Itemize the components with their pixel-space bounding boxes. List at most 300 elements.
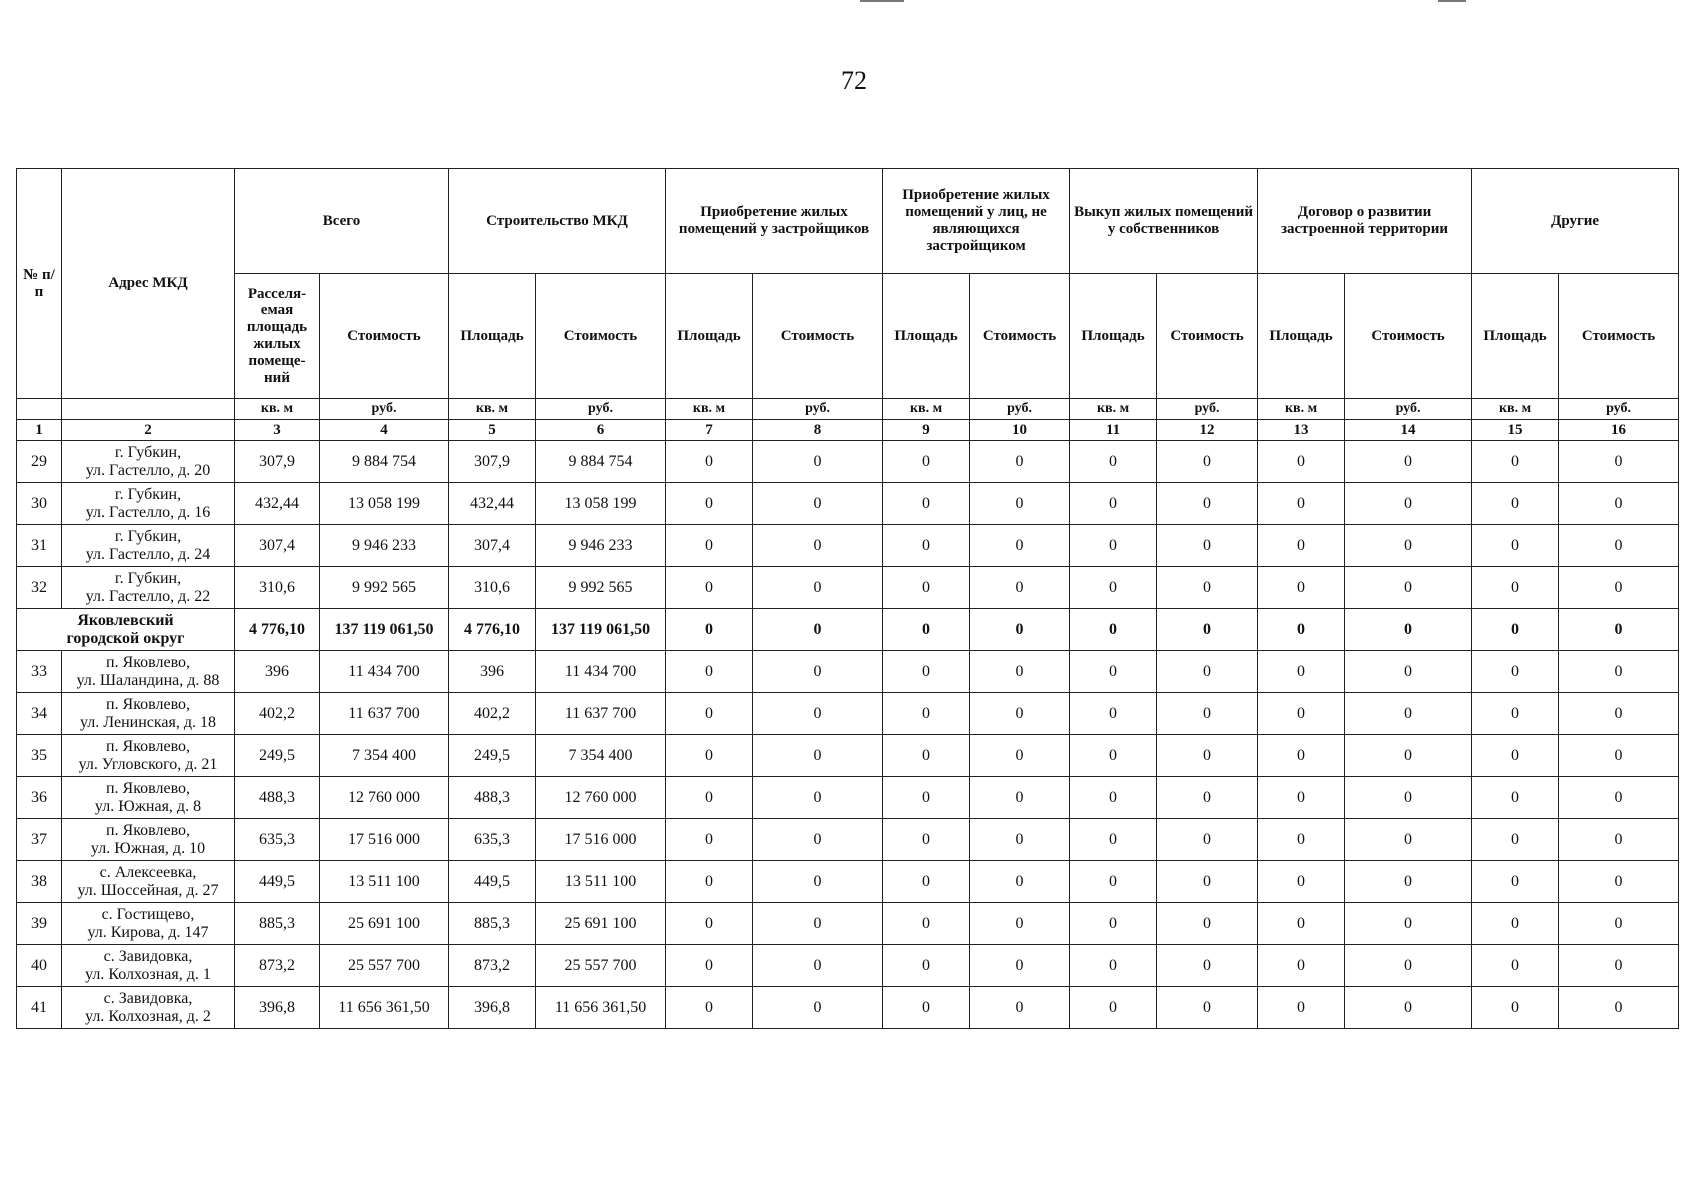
address-line2: ул. Гастелло, д. 24 [85,545,211,563]
value-cell: 13 058 199 [320,483,449,525]
scan-artifact [860,0,904,2]
value-cell: 0 [1258,525,1345,567]
value-cell: 0 [753,693,883,735]
address-line2: ул. Гастелло, д. 20 [85,461,211,479]
value-cell: 0 [1258,945,1345,987]
value-cell: 873,2 [449,945,536,987]
value-cell: 9 992 565 [536,567,666,609]
unit-area: кв. м [1258,399,1345,420]
value-cell: 17 516 000 [536,819,666,861]
address-cell [62,441,235,483]
value-cell: 0 [1472,441,1559,483]
value-cell: 0 [1345,819,1472,861]
table-row [17,567,1679,609]
table-row [17,987,1679,1029]
value-cell: 11 434 700 [320,651,449,693]
row-number: 30 [17,483,62,525]
value-cell: 7 354 400 [320,735,449,777]
value-cell: 0 [753,945,883,987]
value-cell: 0 [1157,483,1258,525]
value-cell: 307,4 [235,525,320,567]
value-cell: 0 [1472,945,1559,987]
row-number: 36 [17,777,62,819]
value-cell: 0 [883,651,970,693]
scan-artifact [1438,0,1466,2]
address-line2: ул. Южная, д. 8 [94,797,202,815]
value-cell: 0 [1258,777,1345,819]
value-cell: 0 [1258,819,1345,861]
subtotal-row [17,609,1679,651]
value-cell: 9 884 754 [320,441,449,483]
table-header [17,169,1679,441]
row-number: 35 [17,735,62,777]
address-cell [62,903,235,945]
value-cell: 873,2 [235,945,320,987]
table-row [17,945,1679,987]
row-number: 39 [17,903,62,945]
value-cell: 432,44 [449,483,536,525]
value-cell: 310,6 [235,567,320,609]
value-cell: 0 [666,483,753,525]
unit-cost: руб. [1559,399,1679,420]
header-purchase-non-developers: Приобретение жилых помещений у лиц, не являющихся застройщиком [883,169,1070,274]
value-cell: 0 [1070,987,1157,1029]
address-line2: ул. Южная, д. 10 [90,839,206,857]
value-cell: 4 776,10 [235,609,320,651]
row-number: 37 [17,819,62,861]
unit-cost: руб. [753,399,883,420]
value-cell: 0 [970,483,1070,525]
value-cell: 0 [1157,861,1258,903]
address-line1: п. Яковлево, [105,737,191,755]
value-cell: 0 [1472,693,1559,735]
value-cell: 310,6 [449,567,536,609]
unit-row [17,399,1679,420]
header-other: Другие [1472,169,1679,274]
value-cell: 402,2 [449,693,536,735]
value-cell: 635,3 [449,819,536,861]
address-line2: ул. Угловского, д. 21 [78,755,218,773]
column-number: 13 [1258,420,1345,441]
value-cell: 0 [1472,735,1559,777]
value-cell: 0 [666,609,753,651]
value-cell: 0 [753,609,883,651]
unit-area: кв. м [883,399,970,420]
table-row [17,903,1679,945]
value-cell: 13 511 100 [320,861,449,903]
column-number: 4 [320,420,449,441]
value-cell: 449,5 [235,861,320,903]
value-cell: 0 [1070,777,1157,819]
subheader-area: Площадь [1070,274,1157,399]
value-cell: 4 776,10 [449,609,536,651]
address-cell [62,945,235,987]
address-line2: ул. Шаландина, д. 88 [76,671,220,689]
row-number: 38 [17,861,62,903]
column-number: 1 [17,420,62,441]
address-line2: ул. Колхозная, д. 1 [85,965,211,983]
value-cell: 0 [1345,777,1472,819]
value-cell: 0 [1472,651,1559,693]
address-line1: с. Завидовка, [103,947,193,965]
header-num: № п/п [17,169,62,399]
value-cell: 9 946 233 [536,525,666,567]
value-cell: 11 434 700 [536,651,666,693]
value-cell: 0 [666,693,753,735]
value-cell: 0 [1472,567,1559,609]
row-number: 31 [17,525,62,567]
table-row [17,651,1679,693]
value-cell: 0 [1345,567,1472,609]
header-construction: Строительство МКД [449,169,666,274]
value-cell: 0 [970,861,1070,903]
value-cell: 0 [1345,525,1472,567]
column-number: 14 [1345,420,1472,441]
value-cell: 0 [1157,945,1258,987]
value-cell: 0 [1258,441,1345,483]
value-cell: 137 119 061,50 [536,609,666,651]
value-cell: 25 691 100 [536,903,666,945]
value-cell: 0 [1559,735,1679,777]
table-row [17,777,1679,819]
value-cell: 0 [1472,483,1559,525]
address-cell [62,693,235,735]
table-body [17,441,1679,1029]
value-cell: 0 [1559,693,1679,735]
table-row [17,483,1679,525]
table-row [17,861,1679,903]
value-cell: 0 [753,819,883,861]
value-cell: 396,8 [449,987,536,1029]
value-cell: 0 [1070,483,1157,525]
value-cell: 137 119 061,50 [320,609,449,651]
address-line2: ул. Кирова, д. 147 [87,923,209,941]
value-cell: 0 [883,777,970,819]
region-name [17,609,235,651]
header-address: Адрес МКД [62,169,235,399]
value-cell: 0 [1559,525,1679,567]
value-cell: 0 [1345,651,1472,693]
unit-area: кв. м [449,399,536,420]
address-line1: п. Яковлево, [105,695,191,713]
value-cell: 0 [1157,987,1258,1029]
value-cell: 0 [970,525,1070,567]
value-cell: 0 [1258,651,1345,693]
value-cell: 0 [1258,483,1345,525]
value-cell: 0 [970,987,1070,1029]
address-cell [62,483,235,525]
value-cell: 11 656 361,50 [320,987,449,1029]
value-cell: 0 [1345,483,1472,525]
column-number-row [17,420,1679,441]
column-number: 11 [1070,420,1157,441]
value-cell: 0 [883,987,970,1029]
subheader-area: Площадь [1258,274,1345,399]
value-cell: 0 [753,483,883,525]
value-cell: 0 [753,903,883,945]
unit-area: кв. м [1070,399,1157,420]
address-line1: г. Губкин, [114,569,182,587]
address-cell [62,651,235,693]
subheader-area: Площадь [1472,274,1559,399]
value-cell: 12 760 000 [536,777,666,819]
address-line1: г. Губкин, [114,485,182,503]
value-cell: 0 [1559,441,1679,483]
value-cell: 885,3 [235,903,320,945]
value-cell: 0 [970,903,1070,945]
header-purchase-developers: Приобретение жилых помещений у застройщиков [666,169,883,274]
value-cell: 0 [1258,609,1345,651]
value-cell: 0 [883,609,970,651]
value-cell: 0 [666,441,753,483]
value-cell: 0 [1559,651,1679,693]
value-cell: 0 [1070,735,1157,777]
row-number: 32 [17,567,62,609]
column-number: 6 [536,420,666,441]
unit-cost: руб. [320,399,449,420]
value-cell: 885,3 [449,903,536,945]
value-cell: 0 [1070,945,1157,987]
address-line1: г. Губкин, [114,443,182,461]
value-cell: 25 691 100 [320,903,449,945]
value-cell: 0 [753,441,883,483]
value-cell: 0 [1345,945,1472,987]
address-line1: г. Губкин, [114,527,182,545]
value-cell: 635,3 [235,819,320,861]
value-cell: 0 [1559,819,1679,861]
address-line1: с. Алексеевка, [99,863,197,881]
value-cell: 0 [666,819,753,861]
value-cell: 0 [1559,609,1679,651]
value-cell: 0 [1345,903,1472,945]
value-cell: 7 354 400 [536,735,666,777]
address-cell [62,567,235,609]
value-cell: 0 [883,861,970,903]
unit-area: кв. м [235,399,320,420]
address-line2: ул. Ленинская, д. 18 [79,713,217,731]
value-cell: 0 [1472,525,1559,567]
column-number: 3 [235,420,320,441]
value-cell: 432,44 [235,483,320,525]
value-cell: 0 [753,525,883,567]
value-cell: 402,2 [235,693,320,735]
value-cell: 0 [753,861,883,903]
value-cell: 488,3 [235,777,320,819]
value-cell: 0 [1258,567,1345,609]
subheader-cost: Стоимость [753,274,883,399]
value-cell: 0 [883,525,970,567]
value-cell: 0 [1472,987,1559,1029]
row-number: 40 [17,945,62,987]
column-number: 2 [62,420,235,441]
subheader-area: Площадь [449,274,536,399]
value-cell: 0 [1472,903,1559,945]
value-cell: 11 637 700 [536,693,666,735]
value-cell: 249,5 [235,735,320,777]
address-line1: п. Яковлево, [105,821,191,839]
value-cell: 0 [1258,987,1345,1029]
value-cell: 0 [1472,819,1559,861]
address-line1: п. Яковлево, [105,653,191,671]
value-cell: 0 [1345,735,1472,777]
address-cell [62,525,235,567]
value-cell: 0 [666,987,753,1029]
value-cell: 0 [970,945,1070,987]
value-cell: 0 [883,735,970,777]
value-cell: 0 [666,903,753,945]
column-number: 7 [666,420,753,441]
column-number: 12 [1157,420,1258,441]
address-cell [62,777,235,819]
value-cell: 0 [753,987,883,1029]
column-number: 9 [883,420,970,441]
value-cell: 0 [1258,903,1345,945]
value-cell: 0 [753,735,883,777]
value-cell: 0 [666,567,753,609]
address-line1: с. Завидовка, [103,989,193,1007]
value-cell: 0 [753,567,883,609]
address-cell [62,735,235,777]
header-buyout: Выкуп жилых помещений у собственников [1070,169,1258,274]
address-cell [62,861,235,903]
subheader-cost: Стоимость [970,274,1070,399]
value-cell: 0 [1070,609,1157,651]
value-cell: 0 [970,777,1070,819]
value-cell: 0 [1472,777,1559,819]
value-cell: 0 [1472,861,1559,903]
value-cell: 0 [1559,861,1679,903]
value-cell: 0 [970,693,1070,735]
value-cell: 0 [1157,819,1258,861]
value-cell: 0 [1345,609,1472,651]
column-number: 8 [753,420,883,441]
row-number: 33 [17,651,62,693]
value-cell: 0 [753,651,883,693]
unit-cost: руб. [1345,399,1472,420]
value-cell: 0 [883,441,970,483]
subheader-cost: Стоимость [320,274,449,399]
value-cell: 0 [1559,903,1679,945]
value-cell: 25 557 700 [320,945,449,987]
address-line1: с. Гостищево, [101,905,195,923]
value-cell: 0 [970,735,1070,777]
value-cell: 0 [1157,441,1258,483]
subheader-cost: Стоимость [536,274,666,399]
value-cell: 0 [883,693,970,735]
value-cell: 0 [1472,609,1559,651]
value-cell: 307,9 [449,441,536,483]
value-cell: 0 [1345,441,1472,483]
column-number: 15 [1472,420,1559,441]
value-cell: 0 [1559,777,1679,819]
value-cell: 0 [970,651,1070,693]
table-row [17,441,1679,483]
unit-cost: руб. [1157,399,1258,420]
row-number: 29 [17,441,62,483]
unit-empty [17,399,62,420]
table-row [17,735,1679,777]
address-cell [62,987,235,1029]
value-cell: 25 557 700 [536,945,666,987]
value-cell: 0 [1157,525,1258,567]
value-cell: 0 [1157,735,1258,777]
value-cell: 0 [970,609,1070,651]
value-cell: 0 [1258,735,1345,777]
value-cell: 0 [1157,903,1258,945]
value-cell: 488,3 [449,777,536,819]
value-cell: 0 [666,861,753,903]
value-cell: 9 946 233 [320,525,449,567]
value-cell: 0 [1559,483,1679,525]
value-cell: 0 [1070,651,1157,693]
value-cell: 0 [666,525,753,567]
value-cell: 0 [1070,861,1157,903]
address-line2: ул. Гастелло, д. 16 [85,503,211,521]
value-cell: 0 [883,819,970,861]
value-cell: 0 [883,483,970,525]
unit-empty [62,399,235,420]
address-line2: ул. Колхозная, д. 2 [85,1007,211,1025]
value-cell: 11 656 361,50 [536,987,666,1029]
address-cell [62,819,235,861]
address-line2: ул. Шоссейная, д. 27 [77,881,219,899]
value-cell: 0 [1157,777,1258,819]
subheader-cost: Стоимость [1157,274,1258,399]
value-cell: 0 [1345,861,1472,903]
value-cell: 0 [883,567,970,609]
unit-cost: руб. [970,399,1070,420]
column-number: 10 [970,420,1070,441]
value-cell: 449,5 [449,861,536,903]
column-number: 16 [1559,420,1679,441]
region-name-line2: городской округ [66,629,185,647]
value-cell: 17 516 000 [320,819,449,861]
value-cell: 0 [1070,903,1157,945]
column-number: 5 [449,420,536,441]
subheader-resettled-area: Расселя-емая площадь жилых помеще-ний [235,274,320,399]
value-cell: 307,4 [449,525,536,567]
subheader-area: Площадь [666,274,753,399]
value-cell: 13 511 100 [536,861,666,903]
value-cell: 11 637 700 [320,693,449,735]
value-cell: 0 [666,945,753,987]
value-cell: 0 [666,735,753,777]
value-cell: 0 [970,441,1070,483]
value-cell: 396 [235,651,320,693]
value-cell: 0 [1345,693,1472,735]
value-cell: 9 992 565 [320,567,449,609]
subheader-cost: Стоимость [1345,274,1472,399]
value-cell: 0 [1157,567,1258,609]
page-number: 72 [841,66,867,95]
subheader-cost: Стоимость [1559,274,1679,399]
address-line1: п. Яковлево, [105,779,191,797]
value-cell: 0 [883,903,970,945]
value-cell: 0 [1070,525,1157,567]
value-cell: 0 [1559,567,1679,609]
value-cell: 0 [1559,945,1679,987]
value-cell: 0 [1070,693,1157,735]
value-cell: 0 [883,945,970,987]
subheader-area: Площадь [883,274,970,399]
value-cell: 0 [1157,651,1258,693]
row-number: 41 [17,987,62,1029]
value-cell: 0 [1070,441,1157,483]
value-cell: 0 [1345,987,1472,1029]
value-cell: 13 058 199 [536,483,666,525]
table-row [17,693,1679,735]
value-cell: 0 [1559,987,1679,1029]
